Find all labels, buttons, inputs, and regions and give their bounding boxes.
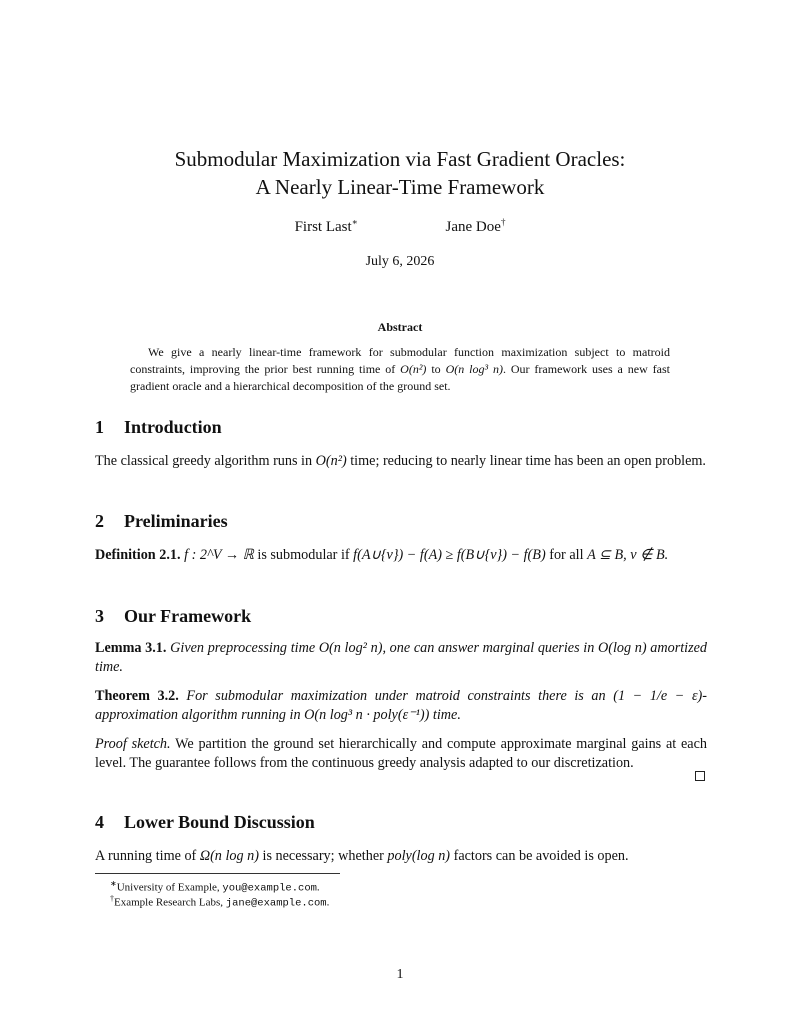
title-line-1: Submodular Maximization via Fast Gradient Oracles: bbox=[174, 147, 626, 171]
email-link[interactable]: you@example.com bbox=[222, 882, 317, 895]
math: f : 2^V → ℝ bbox=[184, 547, 254, 563]
math: (1 − 1/e − ε) bbox=[613, 688, 703, 704]
intro-paragraph: The classical greedy algorithm runs in O(n²) time; reducing to nearly linear time has been an open problem. bbox=[95, 453, 706, 469]
math: poly(log n) bbox=[387, 848, 451, 864]
proof-sketch: Proof sketch. We partition the ground set hierarchically and compute approximate marginal gains at each level. The guarantee follows from the continuous greedy analysis adapted to our discretization. bbox=[95, 736, 707, 771]
footnote-2: †Example Research Labs, jane@example.com. bbox=[110, 894, 330, 910]
abstract-heading: Abstract bbox=[377, 320, 423, 334]
definition-2-1: Definition 2.1. f : 2^V → ℝ is submodular if f(A∪{v}) − f(A) ≥ f(B∪{v}) − f(B) for all A ⊆ B, v ∉ B. bbox=[95, 547, 669, 563]
math: A ⊆ B, bbox=[587, 547, 627, 563]
math: v ∉ B. bbox=[630, 547, 669, 563]
math: O(n log² n) bbox=[318, 640, 383, 656]
paper-date: July 6, 2026 bbox=[365, 254, 435, 269]
section-heading-lower-bound: 4 Lower Bound Discussion bbox=[95, 812, 315, 832]
math: O(n log³ n · poly(ε⁻¹)) bbox=[304, 707, 430, 723]
title-line-2: A Nearly Linear-Time Framework bbox=[255, 175, 545, 199]
qed-square-icon bbox=[695, 771, 705, 781]
math: Ω(n log n) bbox=[199, 848, 259, 864]
paper-title bbox=[0, 145, 800, 201]
math: O(n²) bbox=[400, 362, 427, 376]
theorem-3-2: Theorem 3.2. For submodular maximization under matroid constraints there is an (1 − 1/e − ε)-approximation algorithm running in O(n log³ n · poly(ε⁻¹)) time. bbox=[95, 688, 707, 723]
author-1: First Last∗ bbox=[294, 217, 358, 235]
author-list bbox=[0, 219, 800, 236]
math: O(n log³ n) bbox=[445, 362, 503, 376]
section-heading-introduction: 1 Introduction bbox=[95, 417, 222, 437]
page-number: 1 bbox=[396, 967, 404, 982]
math: f(A∪{v}) − f(A) ≥ f(B∪{v}) − f(B) bbox=[353, 547, 546, 563]
math: O(n²) bbox=[315, 453, 347, 469]
footnote-rule bbox=[95, 873, 340, 874]
abstract-body: We give a nearly linear-time framework for submodular function maximization subject to matroid constraints, improving the prior best running time of O(n²) to O(n log³ n). Our framework uses a new fast gradient oracle and a hierarchical decomposition of the ground set. bbox=[130, 345, 670, 393]
lemma-3-1: Lemma 3.1. Given preprocessing time O(n log² n), one can answer marginal queries in O(log n) amortized time. bbox=[95, 640, 708, 675]
email-link[interactable]: jane@example.com bbox=[225, 897, 327, 910]
section-heading-framework: 3 Our Framework bbox=[95, 606, 252, 626]
author-2: Jane Doe† bbox=[445, 217, 506, 235]
section-heading-preliminaries: 2 Preliminaries bbox=[95, 511, 228, 531]
lower-bound-paragraph: A running time of Ω(n log n) is necessary; whether poly(log n) factors can be avoided is open. bbox=[95, 848, 629, 864]
math: O(log n) bbox=[597, 640, 647, 656]
footnote-1: ∗University of Example, you@example.com. bbox=[110, 879, 320, 895]
